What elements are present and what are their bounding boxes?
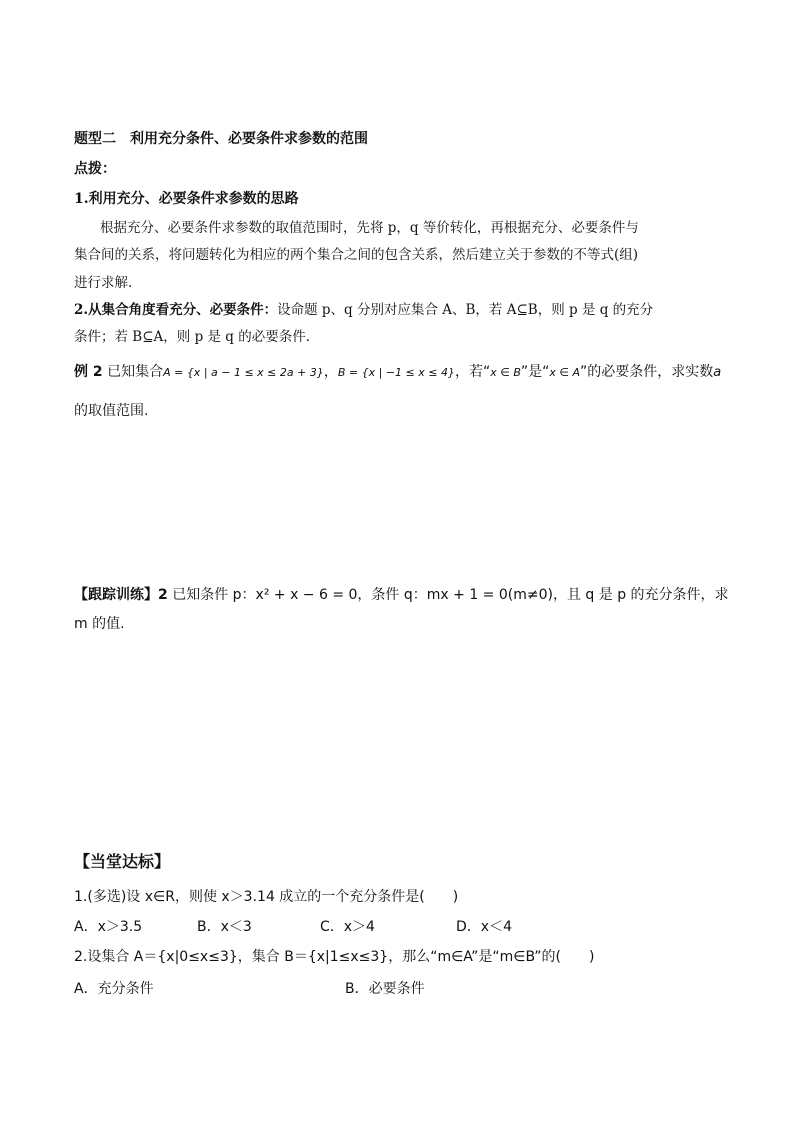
condition-x-in-a: x ∈ A bbox=[549, 366, 581, 379]
example-2-text-d: ”的必要条件，求实数 bbox=[580, 364, 714, 380]
practice-label: 【跟踪训练】2 bbox=[74, 587, 168, 603]
quiz-question-1: 1.(多选)设 x∈R，则使 x＞3.14 成立的一个充分条件是( ) bbox=[74, 889, 459, 905]
q1-option-c: C．x＞4 bbox=[320, 919, 375, 935]
quiz-heading: 【当堂达标】 bbox=[74, 852, 171, 871]
example-2-label: 例 2 bbox=[74, 364, 103, 380]
q1-option-b: B．x＜3 bbox=[197, 919, 252, 935]
tip2-paragraph bbox=[74, 298, 653, 318]
section-title: 题型二 利用充分条件、必要条件求参数的范围 bbox=[74, 131, 368, 147]
tip1-body-line-1: 根据充分、必要条件求参数的取值范围时，先将 p，q 等价转化，再根据充分、必要条件与 bbox=[100, 220, 639, 236]
practice-line-1 bbox=[74, 584, 729, 604]
tip-label: 点拨： bbox=[74, 161, 116, 177]
tip1-heading: 1.利用充分、必要条件求参数的思路 bbox=[74, 191, 299, 207]
tip2-body-2: 条件；若 B⊆A，则 p 是 q 的必要条件. bbox=[74, 329, 311, 345]
condition-x-in-b: x ∈ B bbox=[490, 366, 521, 379]
q1-option-a: A．x＞3.5 bbox=[74, 919, 143, 935]
q2-option-a: A．充分条件 bbox=[74, 981, 154, 997]
tip2-heading: 2.从集合角度看充分、必要条件： bbox=[74, 302, 278, 318]
set-a-definition: A = {x | a − 1 ≤ x ≤ 2a + 3} bbox=[163, 366, 324, 379]
practice-text-1: 已知条件 p：x² + x − 6 = 0，条件 q：mx + 1 = 0(m≠0)，且 q 是 p 的充分条件，求 bbox=[172, 587, 729, 603]
tip1-body-line-3: 进行求解. bbox=[74, 275, 133, 291]
example-2-text-a: 已知集合 bbox=[107, 364, 164, 380]
practice-line-2: m 的值. bbox=[74, 616, 125, 632]
set-b-definition: B = {x | −1 ≤ x ≤ 4} bbox=[337, 366, 455, 379]
example-2-line-1 bbox=[74, 361, 721, 381]
tip2-body-1: 设命题 p、q 分别对应集合 A、B，若 A⊆B，则 p 是 q 的充分 bbox=[277, 302, 654, 318]
example-2-text-c: ”是“ bbox=[520, 364, 550, 380]
example-2-line-2: 的取值范围. bbox=[74, 403, 149, 419]
example-2-sep: ， bbox=[323, 364, 338, 380]
variable-a: a bbox=[713, 365, 722, 380]
tip1-body-line-2: 集合间的关系，将问题转化为相应的两个集合之间的包含关系，然后建立关于参数的不等式(组) bbox=[74, 247, 639, 263]
q1-option-d: D．x＜4 bbox=[456, 919, 512, 935]
quiz-question-2: 2.设集合 A＝{x|0≤x≤3}，集合 B＝{x|1≤x≤3}，那么“m∈A”是“m∈B”的( ) bbox=[74, 949, 595, 965]
example-2-text-b: ，若“ bbox=[454, 364, 491, 380]
q2-option-b: B．必要条件 bbox=[345, 981, 425, 997]
